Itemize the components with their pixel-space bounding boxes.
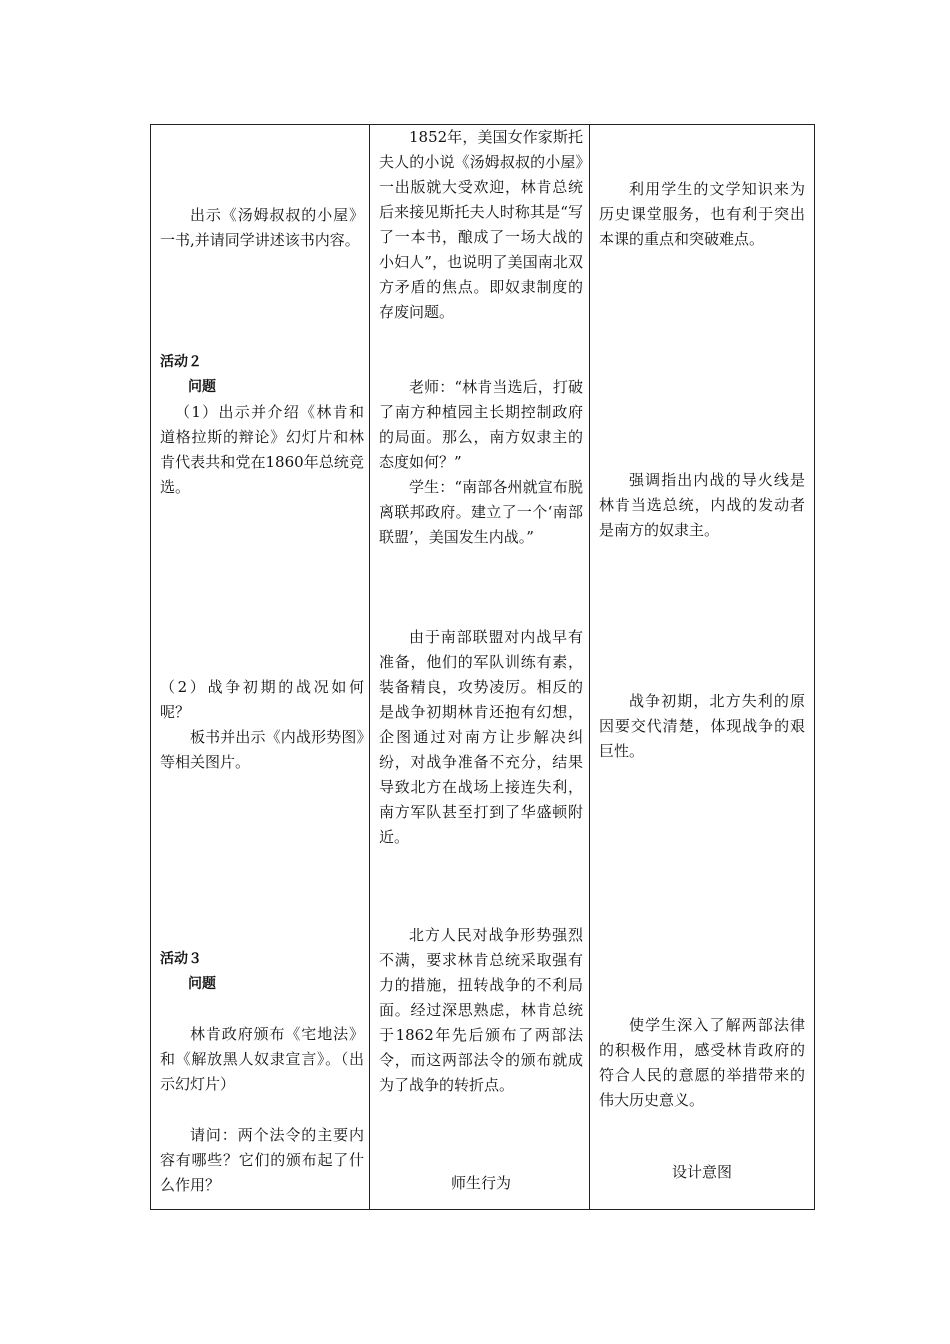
teacher-line: 老师：“林肯当选后，打破了南方种植园主长期控制政府的局面。那么，南方奴隶主的态度如何？” [379,378,583,471]
column-footer-actions: 师生行为 [450,1174,511,1192]
activity3-question-label: 问题 [188,976,216,992]
student-line: 学生：“南部各州就宣布脱离联邦政府。建立了一个‘南部联盟’，美国发生内战。” [379,478,583,546]
item2-question-text: （2）战争初期的战况如何呢？ [160,678,364,721]
column-divider [589,125,590,1209]
stowe-text: 1852年，美国女作家斯托夫人的小说《汤姆叔叔的小屋》一出版就大受欢迎，林肯总统后来接见斯托夫人时称其是“写了一本书，酿成了一场大战的小妇人”，也说明了美国南北双方矛盾的焦点。即奴隶制度的存废问题。 [379,128,583,321]
show-book-text: 出示《汤姆叔叔的小屋》一书,并请同学讲述该书内容。 [160,206,364,249]
early-war-text: 由于南部联盟对内战早有准备，他们的军队训练有素，装备精良，攻势凌厉。相反的是战争初期林肯还抱有幻想，企图通过对南方让步解决纠纷，对战争准备不充分，结果导致北方在战场上接连失利，南方军队甚至打到了华盛顿附近。 [379,628,583,846]
fuse-intent-text: 强调指出内战的导火线是林肯当选总统，内战的发动者是南方的奴隶主。 [599,471,805,539]
lesson-plan-table [150,124,815,1210]
activity2-question-label: 问题 [188,379,216,395]
activity3-title: 活动３ [160,951,202,967]
item2-board-text: 板书并出示《内战形势图》等相关图片。 [160,728,364,771]
early-loss-intent-text: 战争初期，北方失利的原因要交代清楚，体现战争的艰巨性。 [599,692,805,760]
activity2-item1-text: （1）出示并介绍《林肯和道格拉斯的辩论》幻灯片和林肯代表共和党在1860年总统竞选。 [160,403,364,496]
laws-intent-text: 使学生深入了解两部法律的积极作用，感受林肯政府的符合人民的意愿的举措带来的伟大历史意义。 [599,1016,805,1109]
activity3-decrees-text: 林肯政府颁布《宅地法》和《解放黑人奴隶宣言》。（出示幻灯片） [160,1025,364,1093]
column-divider [369,125,370,1209]
turning-point-text: 北方人民对战争形势强烈不满，要求林肯总统采取强有力的措施，扭转战争的不利局面。经过深思熟虑，林肯总统于1862年先后颁布了两部法令，而这两部法令的颁布就成为了战争的转折点。 [379,926,583,1094]
activity3-ask-text: 请问：两个法令的主要内容有哪些？它们的颁布起了什么作用？ [160,1126,364,1194]
activity2-title: 活动２ [160,354,202,370]
column-footer-intent: 设计意图 [671,1163,732,1181]
literature-intent-text: 利用学生的文学知识来为历史课堂服务，也有利于突出本课的重点和突破难点。 [599,180,805,248]
